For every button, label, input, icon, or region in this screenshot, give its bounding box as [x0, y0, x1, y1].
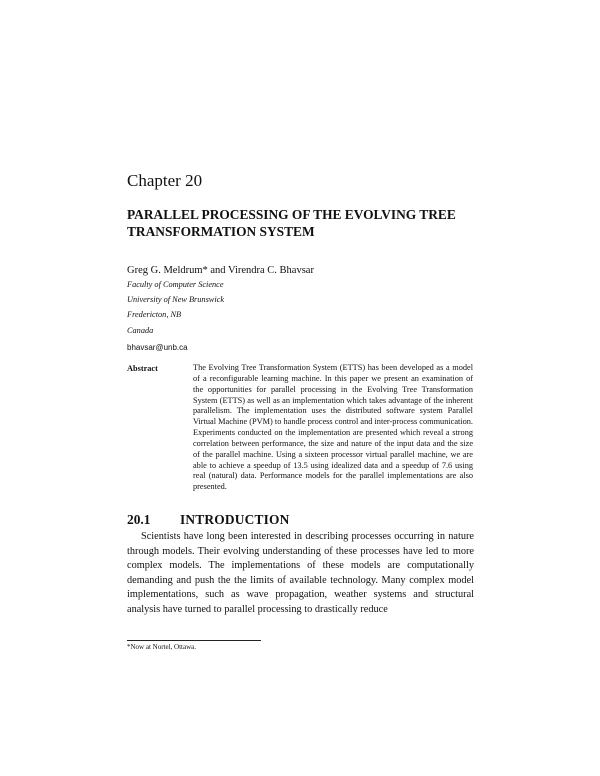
abstract-label: Abstract: [127, 364, 158, 373]
authors: Greg G. Meldrum* and Virendra C. Bhavsar: [127, 265, 314, 276]
affiliation-faculty: Faculty of Computer Science: [127, 280, 224, 289]
footnote: *Now at Nortel, Ottawa.: [127, 643, 197, 651]
affiliation-country: Canada: [127, 326, 154, 335]
introduction-paragraph: Scientists have long been interested in describing processes occurring in nature through models. Their evolving understanding of these processes have led to more complex models. The implementations of these models are computationally demanding and push the the limits of available technology. Many complex model implementations, such as wave propagation, weather systems and structural analysis have turned to parallel processing to drastically reduce: [127, 531, 474, 615]
paper-title: PARALLEL PROCESSING OF THE EVOLVING TREE TRANSFORMATION SYSTEM: [127, 207, 456, 239]
chapter-heading: Chapter 20: [127, 171, 203, 190]
section-title: INTRODUCTION: [180, 512, 290, 527]
footnote-rule: [127, 640, 261, 641]
affiliation-city: Fredericton, NB: [127, 310, 182, 319]
affiliation-university: University of New Brunswick: [127, 295, 225, 304]
author-email: bhavsar@unb.ca: [127, 343, 188, 352]
abstract-text: The Evolving Tree Transformation System (ETTS) has been developed as a model of a reconfigurable learning machine. In this paper we present an examination of the opportunities for parallel processing in the Evolving Tree Transformation System (ETTS) as well as an implementation which takes advantage of the inherent parallelism. The implementation uses the distributed software system Parallel Virtual Machine (PVM) to handle process control and inter-process communication. Experiments conducted on the implementation are presented which reveal a strong correlation between performance, the size and nature of the input data and the size of the parallel machine. Using a sixteen processor virtual parallel machine, we are able to achieve a speedup of 13.5 using idealized data and a speedup of 7.6 using real (natural) data. Performance models for the parallel implementations are also presented.: [193, 363, 473, 492]
section-number: 20.1: [127, 512, 151, 527]
